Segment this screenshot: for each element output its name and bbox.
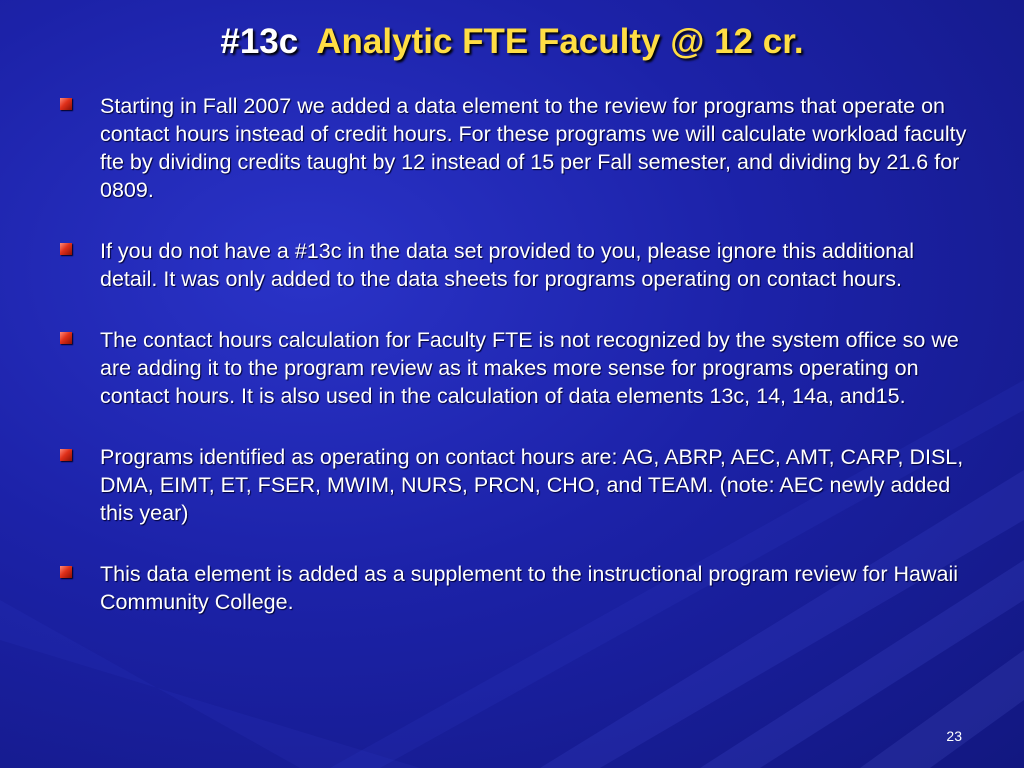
slide-title [0,22,1024,62]
bullet-item [60,237,970,293]
bullet-item [60,92,970,204]
square-bullet-icon [60,98,72,110]
square-bullet-icon [60,332,72,344]
bullet-text: This data element is added as a supplement to the instructional program review for Hawaii Community College. [100,562,959,614]
bullet-item [60,326,970,410]
square-bullet-icon [60,449,72,461]
bullet-text: Starting in Fall 2007 we added a data element to the review for programs that operate on contact hours instead of credit hours. For these programs we will calculate workload faculty fte by dividing credits taught by 12 instead of 15 per Fall semester, and dividing by 21.6 for 0809. [100,94,967,202]
bullet-text: Programs identified as operating on contact hours are: AG, ABRP, AEC, AMT, CARP, DISL, DMA, EIMT, ET, FSER, MWIM, NURS, PRCN, CHO, and TEAM. (note: AEC newly added this year) [100,445,964,525]
bullet-item [60,443,970,527]
page-number: 23 [946,728,962,744]
bullet-text: If you do not have a #13c in the data set provided to you, please ignore this additional detail. It was only added to the data sheets for programs operating on contact hours. [100,239,914,291]
title-number: #13c [220,22,299,61]
bullet-text: The contact hours calculation for Faculty FTE is not recognized by the system office so we are adding it to the program review as it makes more sense for programs operating on contact hours. It is also used in the calculation of data elements 13c, 14, 14a, and15. [100,328,959,408]
bullet-list [60,92,970,649]
square-bullet-icon [60,243,72,255]
title-text: Analytic FTE Faculty @ 12 cr. [316,22,804,61]
square-bullet-icon [60,566,72,578]
bullet-item [60,560,970,616]
